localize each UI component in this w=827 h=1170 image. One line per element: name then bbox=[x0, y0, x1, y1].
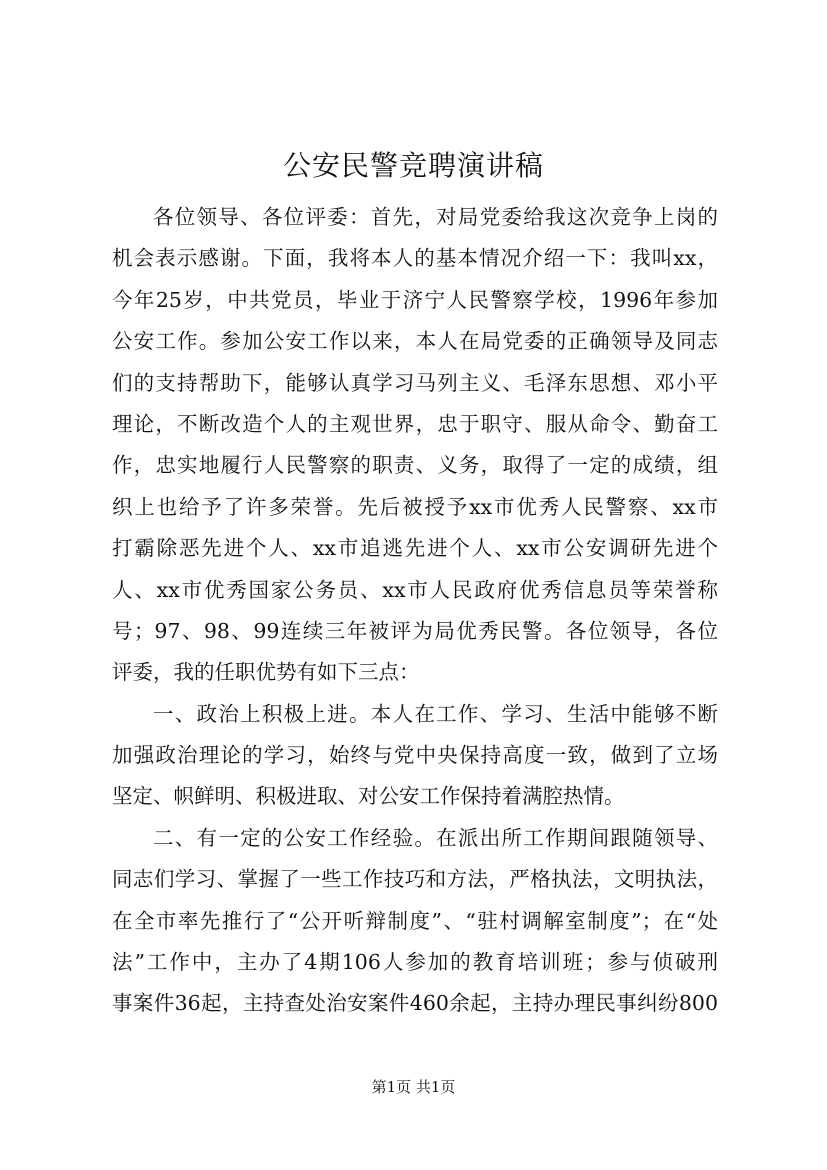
document-title: 公安民警竞聘演讲稿 bbox=[282, 149, 544, 182]
paragraph-line: 机会表示感谢。下面，我将本人的基本情况介绍一下：我叫xx， bbox=[112, 246, 718, 271]
document-body bbox=[112, 197, 718, 1025]
paragraph-line: 坚定、帜鲜明、积极进取、对公安工作保持着满腔热情。 bbox=[112, 784, 625, 809]
paragraph-line: 同志们学习、掌握了一些工作技巧和方法，严格执法，文明执法， bbox=[112, 867, 718, 892]
paragraph-line: 人、xx市优秀国家公务员、xx市人民政府优秀信息员等荣誉称 bbox=[112, 577, 718, 602]
paragraph-line: 们的支持帮助下，能够认真学习马列主义、毛泽东思想、邓小平 bbox=[112, 370, 718, 395]
paragraph-line: 作，忠实地履行人民警察的职责、义务，取得了一定的成绩，组 bbox=[112, 453, 718, 478]
paragraph-line: 一、政治上积极上进。本人在工作、学习、生活中能够不断 bbox=[153, 701, 718, 726]
paragraph-line: 今年25岁，中共党员，毕业于济宁人民警察学校，1996年参加 bbox=[112, 287, 718, 312]
paragraph-line: 法”工作中，主办了4期106人参加的教育培训班；参与侦破刑 bbox=[112, 950, 718, 975]
paragraph-line: 各位领导、各位评委：首先，对局党委给我这次竞争上岗的 bbox=[153, 205, 718, 229]
paragraph-line: 公安工作。参加公安工作以来，本人在局党委的正确领导及同志 bbox=[112, 329, 718, 354]
page-footer: 第1页 共1页 bbox=[371, 1078, 456, 1096]
paragraph-line: 号；97、98、99连续三年被评为局优秀民警。各位领导，各位 bbox=[112, 618, 718, 643]
paragraph-line: 织上也给予了许多荣誉。先后被授予xx市优秀人民警察、xx市 bbox=[112, 494, 718, 519]
paragraph-line: 在全市率先推行了“公开听辩制度”、“驻村调解室制度”；在“处 bbox=[112, 908, 718, 933]
paragraph-line: 加强政治理论的学习，始终与党中央保持高度一致，做到了立场 bbox=[112, 743, 718, 768]
paragraph-line: 评委，我的任职优势有如下三点： bbox=[112, 660, 420, 685]
paragraph-line: 打霸除恶先进个人、xx市追逃先进个人、xx市公安调研先进个 bbox=[112, 536, 718, 561]
paragraph-line: 二、有一定的公安工作经验。在派出所工作期间跟随领导、 bbox=[153, 825, 718, 850]
paragraph-line: 事案件36起，主持查处治安案件460余起，主持办理民事纠纷800 bbox=[112, 991, 718, 1016]
paragraph-line: 理论，不断改造个人的主观世界，忠于职守、服从命令、勤奋工 bbox=[112, 411, 718, 436]
